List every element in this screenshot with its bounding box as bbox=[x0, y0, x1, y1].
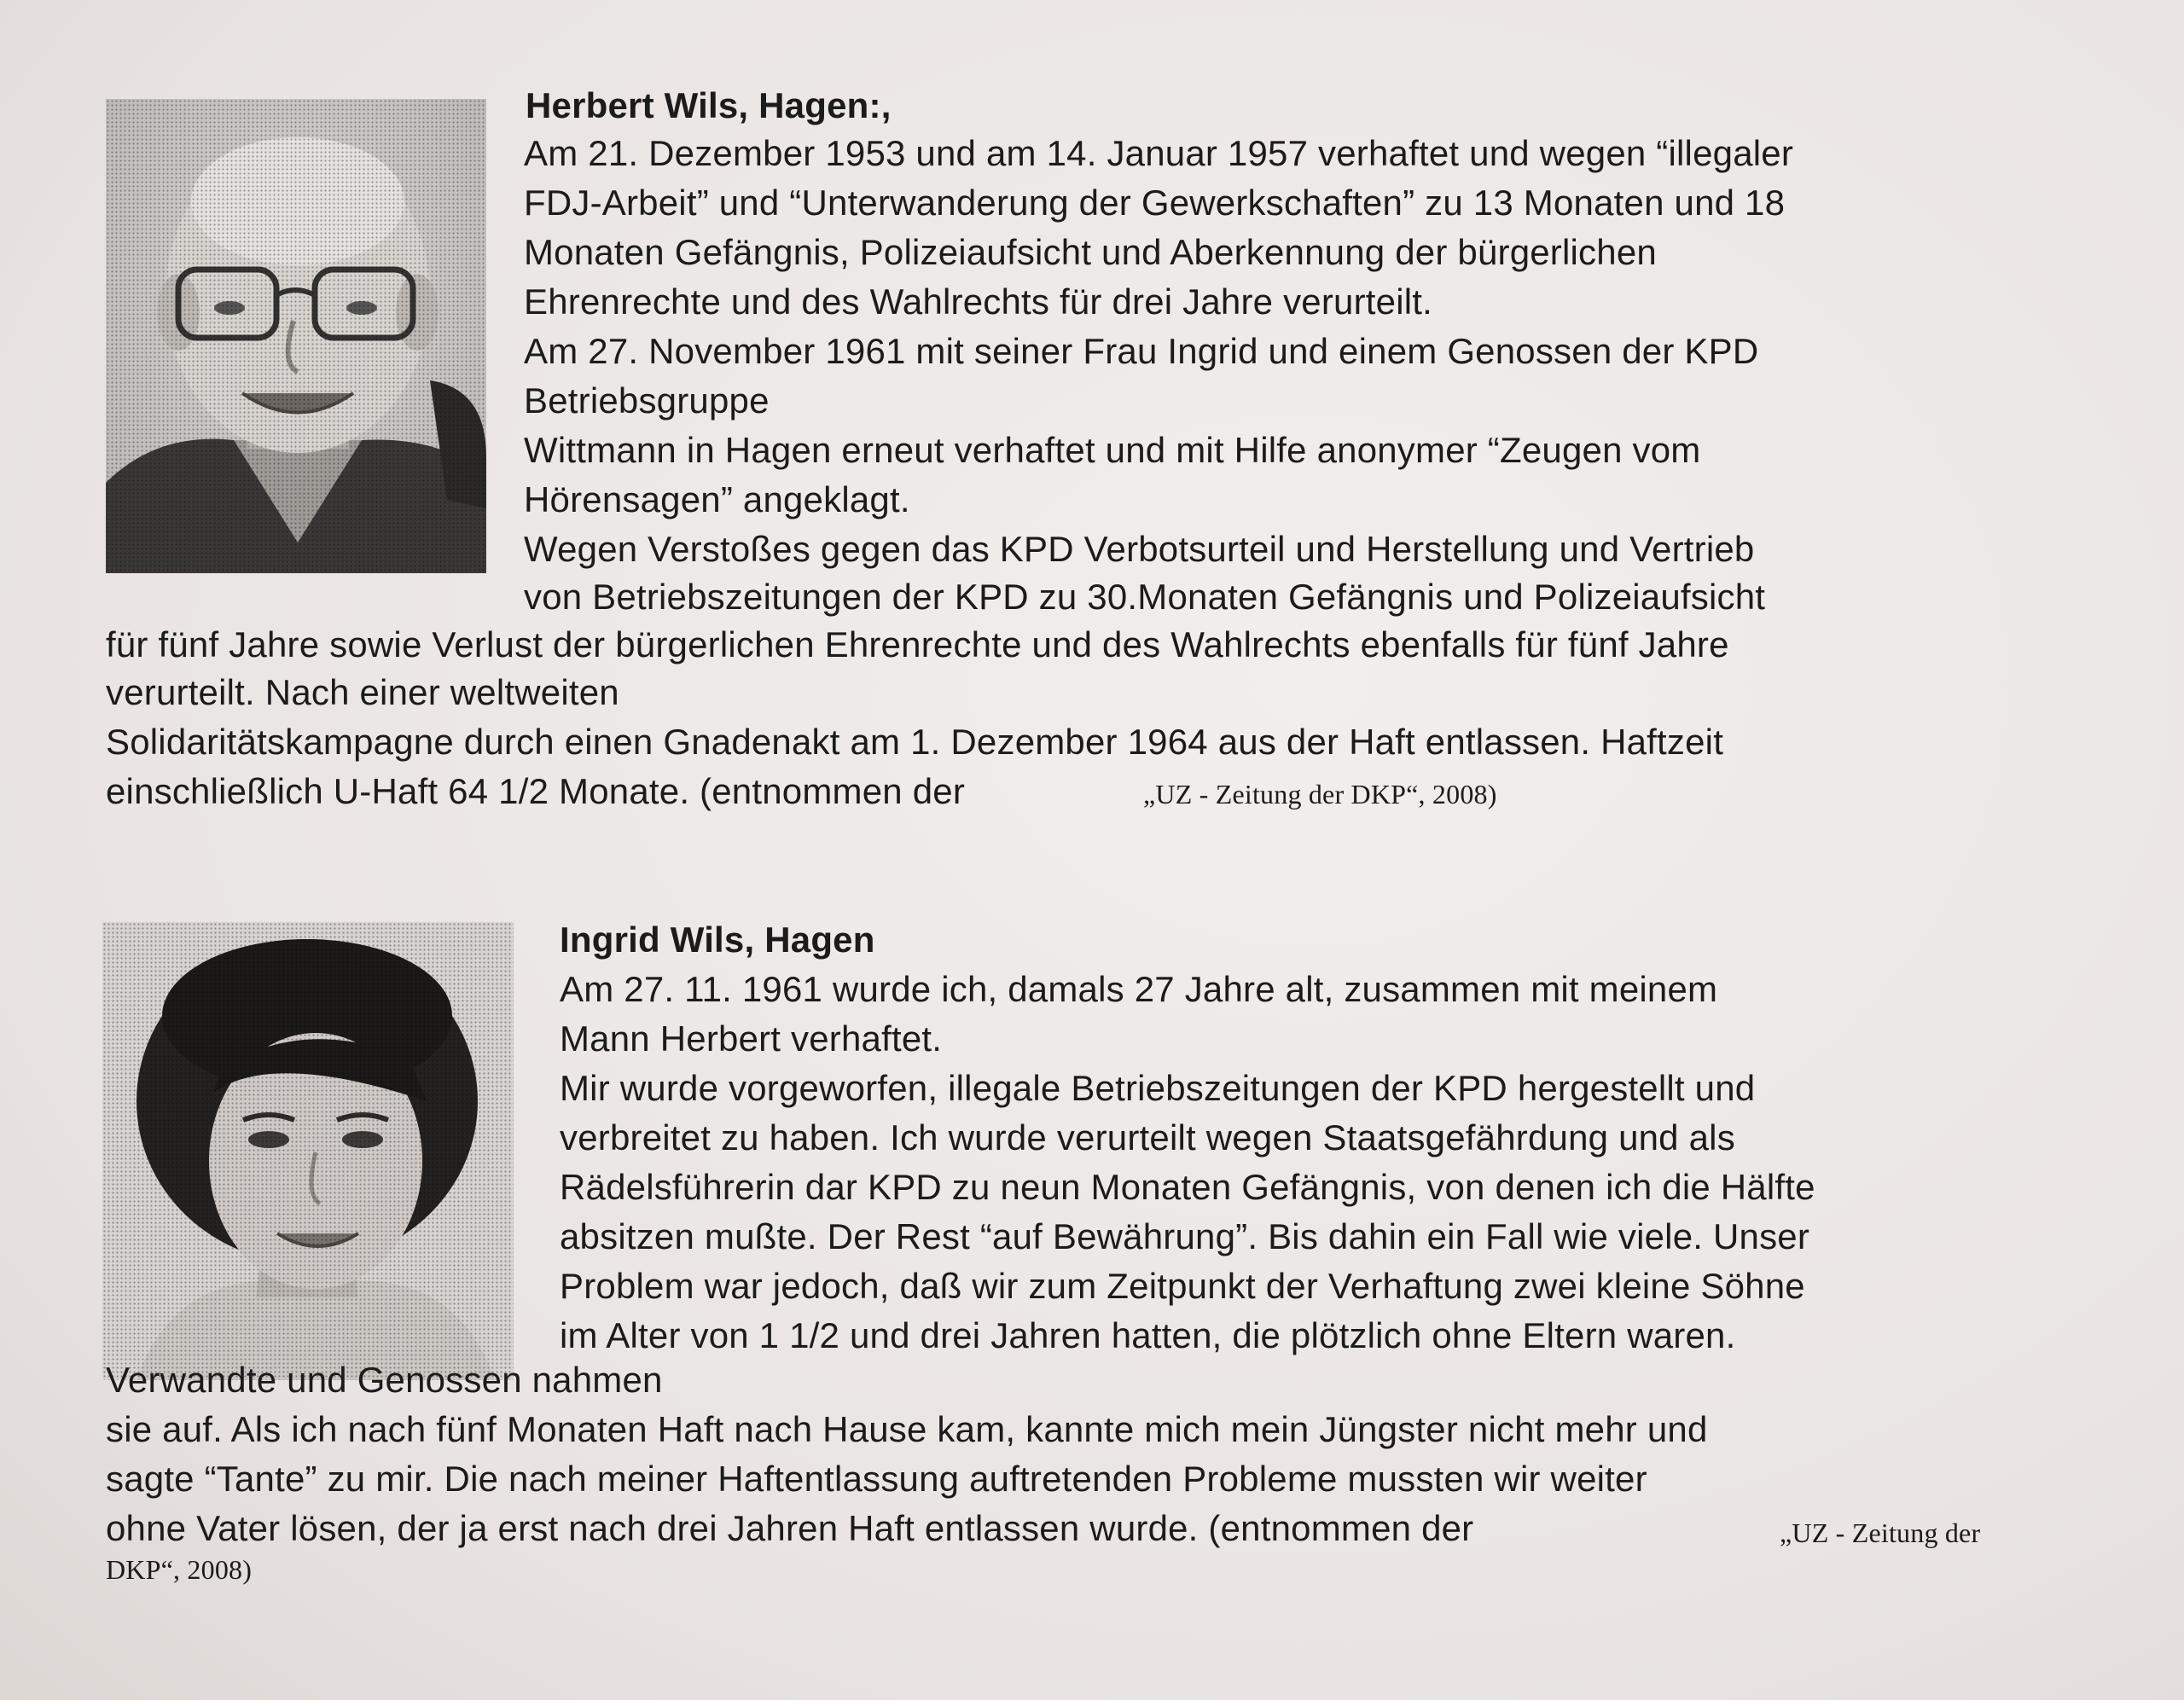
text-line: sie auf. Als ich nach fünf Monaten Haft nach Hause kam, kannte mich mein Jüngster nicht mehr und bbox=[106, 1409, 1708, 1449]
text-line: Mir wurde vorgeworfen, illegale Betriebszeitungen der KPD hergestellt und bbox=[560, 1068, 1756, 1108]
portrait-photo-herbert bbox=[106, 99, 486, 573]
text-line: Ehrenrechte und des Wahlrechts für drei Jahre verurteilt. bbox=[524, 281, 1433, 322]
source-citation: „UZ - Zeitung der bbox=[1780, 1517, 1981, 1548]
text-line: Wittmann in Hagen erneut verhaftet und mit Hilfe anonymer “Zeugen vom bbox=[524, 430, 1701, 470]
text-line: Betriebsgruppe bbox=[524, 380, 770, 421]
source-citation: „UZ - Zeitung der DKP“, 2008) bbox=[1143, 779, 1497, 809]
text-line: Problem war jedoch, daß wir zum Zeitpunkt der Verhaftung zwei kleine Söhne bbox=[560, 1266, 1805, 1306]
text-line: sagte “Tante” zu mir. Die nach meiner Haftentlassung auftretenden Probleme mussten wir weiter bbox=[106, 1459, 1647, 1499]
text-line: Mann Herbert verhaftet. bbox=[560, 1018, 943, 1059]
text-line: FDJ-Arbeit” und “Unterwanderung der Gewerkschaften” zu 13 Monaten und 18 bbox=[524, 183, 1786, 223]
text-line: absitzen mußte. Der Rest “auf Bewährung”. Bis dahin ein Fall wie viele. Unser bbox=[560, 1216, 1810, 1256]
portrait-image bbox=[106, 99, 486, 573]
text-line: einschließlich U-Haft 64 1/2 Monate. (entnommen der bbox=[106, 771, 966, 811]
text-line: Wegen Verstoßes gegen das KPD Verbotsurteil und Herstellung und Vertrieb bbox=[524, 529, 1755, 569]
text-line: im Alter von 1 1/2 und drei Jahren hatten, die plötzlich ohne Eltern waren. bbox=[560, 1315, 1736, 1355]
text-line: Monaten Gefängnis, Polizeiaufsicht und Aberkennung der bürgerlichen bbox=[524, 232, 1657, 272]
portrait-photo-ingrid bbox=[102, 922, 514, 1380]
text-line: Verwandte und Genossen nahmen bbox=[106, 1360, 663, 1400]
portrait-image bbox=[102, 922, 514, 1380]
text-line: Solidaritätskampagne durch einen Gnadenakt am 1. Dezember 1964 aus der Haft entlassen. Haftzeit bbox=[106, 722, 1724, 762]
text-line: für fünf Jahre sowie Verlust der bürgerlichen Ehrenrechte und des Wahlrechts ebenfalls für fünf Jahre bbox=[106, 624, 1729, 664]
text-line: Rädelsführerin dar KPD zu neun Monaten Gefängnis, von denen ich die Hälfte bbox=[560, 1167, 1815, 1207]
text-line: verurteilt. Nach einer weltweiten bbox=[106, 672, 619, 712]
text-line: ohne Vater lösen, der ja erst nach drei Jahren Haft entlassen wurde. (entnommen der bbox=[106, 1508, 1474, 1548]
source-citation: DKP“, 2008) bbox=[106, 1554, 253, 1585]
text-line: von Betriebszeitungen der KPD zu 30.Monaten Gefängnis und Polizeiaufsicht bbox=[524, 577, 1766, 617]
entry-name: Ingrid Wils, Hagen bbox=[560, 920, 875, 960]
text-line: Am 27. 11. 1961 wurde ich, damals 27 Jahre alt, zusammen mit meinem bbox=[560, 969, 1718, 1009]
text-line: Am 27. November 1961 mit seiner Frau Ingrid und einem Genossen der KPD bbox=[524, 331, 1759, 371]
entry-name: Herbert Wils, Hagen:, bbox=[526, 85, 892, 125]
text-line: verbreitet zu haben. Ich wurde verurteilt wegen Staatsgefährdung und als bbox=[560, 1117, 1735, 1158]
text-line: Hörensagen” angeklagt. bbox=[524, 479, 910, 519]
text-line: Am 21. Dezember 1953 und am 14. Januar 1957 verhaftet und wegen “illegaler bbox=[524, 133, 1794, 173]
